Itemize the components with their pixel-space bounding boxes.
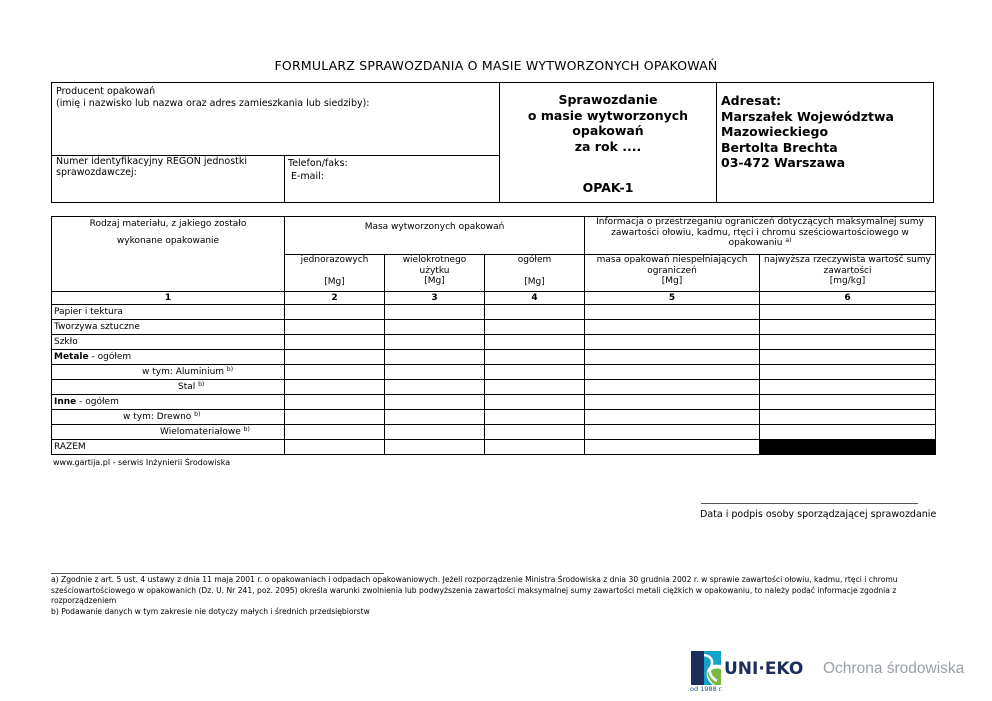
table-row [52,305,936,320]
table-row [52,335,936,350]
footnote-b: b) Podawanie danych w tym zakresie nie dotyczy małych i średnich przedsiębiorstw [51,606,370,616]
row-label [52,395,285,410]
report-title-line: opakowań [572,123,644,138]
row-label [52,350,285,365]
input-cell[interactable] [585,380,760,395]
reusable-label-cont: użytku [419,265,450,276]
addressee [721,93,894,171]
producer-label: Producent opakowań [56,86,156,97]
unit-label: [Mg] [524,276,545,287]
column-number: 6 [760,292,936,305]
row-label: Tworzywa sztuczne [52,320,285,335]
input-cell[interactable] [385,425,485,440]
address-line: Adresat: [721,93,782,108]
input-cell[interactable] [485,350,585,365]
input-cell[interactable] [385,410,485,425]
input-cell[interactable] [485,380,585,395]
address-line: Bertolta Brechta [721,139,838,155]
input-cell[interactable] [285,350,385,365]
logo-since: od 1988 r. [690,685,723,693]
input-cell[interactable] [385,395,485,410]
table-row [52,320,936,335]
input-cell[interactable] [285,365,385,380]
report-title [500,92,716,154]
regon-field[interactable] [56,156,281,178]
email-label: E-mail: [291,171,324,182]
column-number: 5 [585,292,760,305]
input-cell[interactable] [285,380,385,395]
producer-sublabel: (imię i nazwisko lub nazwa oraz adres zamieszkania lub siedziby): [56,98,370,109]
table-row [52,425,936,440]
input-cell[interactable] [485,365,585,380]
form-code: OPAK-1 [582,180,634,195]
packaging-table [51,216,936,455]
uni-eko-logo-mark [691,651,721,685]
row-label: Papier i tektura [52,305,285,320]
input-cell[interactable] [485,440,585,455]
input-cell[interactable] [760,320,936,335]
footnote-ref: b) [198,380,205,388]
row-label-suffix: - ogółem [76,396,119,407]
input-cell[interactable] [285,320,385,335]
logo-mark-dark [691,651,704,685]
producer-field[interactable] [56,86,370,110]
table-row [52,395,936,410]
footnotes [51,575,931,617]
mass-group-header: Masa wytworzonych opakowań [285,217,585,255]
row-label: Szkło [52,335,285,350]
input-cell[interactable] [285,305,385,320]
footnote-divider [51,573,384,574]
row-label-bold: Metale [54,351,89,362]
row-label-suffix: - ogółem [88,351,132,362]
row-label [52,410,285,425]
logo-tagline: Ochrona środowiska [823,660,965,677]
input-cell[interactable] [760,335,936,350]
input-cell[interactable] [285,425,385,440]
material-header-line: Rodzaj materiału, z jakiego zostało [89,219,247,229]
header-divider [716,82,717,203]
row-label-text: Stal [178,381,196,392]
total-mass-header [485,255,585,292]
row-label-text: Wielomateriałowe [160,426,241,437]
report-title-line: o masie wytworzonych [527,107,689,123]
table-row [52,410,936,425]
noncompliant-header [585,255,760,292]
input-cell[interactable] [485,305,585,320]
input-cell[interactable] [760,365,936,380]
input-cell[interactable] [385,305,485,320]
single-use-label: jednorazowych [300,255,369,265]
unit-label: [Mg] [661,276,683,286]
input-cell[interactable] [585,320,760,335]
input-cell[interactable] [760,425,936,440]
noncompliant-label: masa opakowań niespełniających ograniczeń [596,255,748,276]
input-cell[interactable] [585,305,760,320]
input-cell[interactable] [285,395,385,410]
signature-label: Data i podpis osoby sporządzającej sprawozdanie [700,509,937,520]
regon-label-cont: sprawozdawczej: [56,167,137,178]
row-label [52,380,285,395]
input-cell[interactable] [760,305,936,320]
input-cell[interactable] [285,335,385,350]
source-note: www.gartija.pl - serwis Inżynierii Środowiska [53,458,231,467]
input-cell[interactable] [585,335,760,350]
row-label: RAZEM [52,440,285,455]
input-cell[interactable] [760,350,936,365]
reusable-header [385,255,485,292]
row-label [52,365,285,380]
address-line: Marszałek Województwa [721,108,894,124]
reusable-label: wielokrotnego [402,255,467,265]
contact-field[interactable] [288,157,348,183]
input-cell[interactable] [385,320,485,335]
address-line: 03-472 Warszawa [721,155,846,170]
input-cell[interactable] [760,380,936,395]
input-cell[interactable] [285,440,385,455]
input-cell[interactable] [485,395,585,410]
input-cell[interactable] [485,425,585,440]
input-cell[interactable] [585,350,760,365]
max-sum-header [760,255,936,292]
row-label [52,425,285,440]
footnote-ref: b) [194,410,201,418]
material-header-line: wykonane opakowanie [116,235,220,246]
footnote-ref: b) [243,425,250,433]
input-cell[interactable] [585,440,760,455]
single-use-header [285,255,385,292]
logo-brand: UNI·EKO [724,659,804,679]
table-row [52,440,936,455]
input-cell[interactable] [585,365,760,380]
phone-label: Telefon/faks: [288,158,348,169]
input-cell[interactable] [385,380,485,395]
info-group-text: Informacja o przestrzeganiu ograniczeń dotyczących maksymalnej sumy zawartości ołowiu, kadmu, rtęci i chromu sześciowartościowego w opakowaniu [596,217,924,248]
unit-label: [Mg] [424,276,445,286]
input-cell[interactable] [485,335,585,350]
regon-label: Numer identyfikacyjny REGON jednostki [56,156,248,167]
form-title: FORMULARZ SPRAWOZDANIA O MASIE WYTWORZONYCH OPAKOWAŃ [274,58,718,73]
column-number: 4 [485,292,585,305]
material-header [52,217,285,292]
input-cell[interactable] [385,350,485,365]
unit-label: [mg/kg] [829,276,866,286]
input-cell[interactable] [760,395,936,410]
report-title-line: za rok .... [574,138,642,154]
header-divider [284,155,285,203]
info-group-header [585,217,936,255]
table-row [52,380,936,395]
input-cell[interactable] [760,410,936,425]
input-cell[interactable] [485,410,585,425]
total-mass-label: ogółem [517,255,552,265]
input-cell[interactable] [385,440,485,455]
max-sum-label: najwyższa rzeczywista wartość sumy zawartości [764,255,931,276]
input-cell[interactable] [285,410,385,425]
address-line: Mazowieckiego [721,124,829,139]
input-cell[interactable] [385,365,485,380]
column-number: 3 [385,292,485,305]
footnote-ref: a) [785,237,792,244]
input-cell[interactable] [485,320,585,335]
input-cell[interactable] [585,410,760,425]
unit-label: [Mg] [324,276,345,287]
column-number: 2 [285,292,385,305]
signature-line[interactable] [701,503,918,504]
row-label-text: w tym: Aluminium [142,366,225,377]
footnote-a: a) Zgodnie z art. 5 ust. 4 ustawy z dnia 11 maja 2001 r. o opakowaniach i odpadach opakowaniowych. Jeżeli rozporządzenie Ministra Środowiska z dnia 30 grudnia 2002 r. w sprawie zawartości ołowiu, kadmu, rtęci i chromu sześciowartościowego w opakowanich (Dz. U. Nr 241, poz. 2095) określa warunki zwolnienia lub podwyższenia zawartości maksymalnej sumy zawartości metali ciężkich w opakowaniu, to należy podać informacje zgodnia z rozporządzeniem [51,575,898,605]
row-label-text: w tym: Drewno [123,411,192,422]
input-cell[interactable] [585,425,760,440]
report-title-line: Sprawozdanie [558,92,658,107]
input-cell[interactable] [385,335,485,350]
table-row [52,365,936,380]
column-number: 1 [52,292,285,305]
footnote-ref: b) [226,365,234,373]
blocked-cell [760,440,936,455]
row-label-bold: Inne [54,396,77,407]
input-cell[interactable] [585,395,760,410]
table-row [52,350,936,365]
